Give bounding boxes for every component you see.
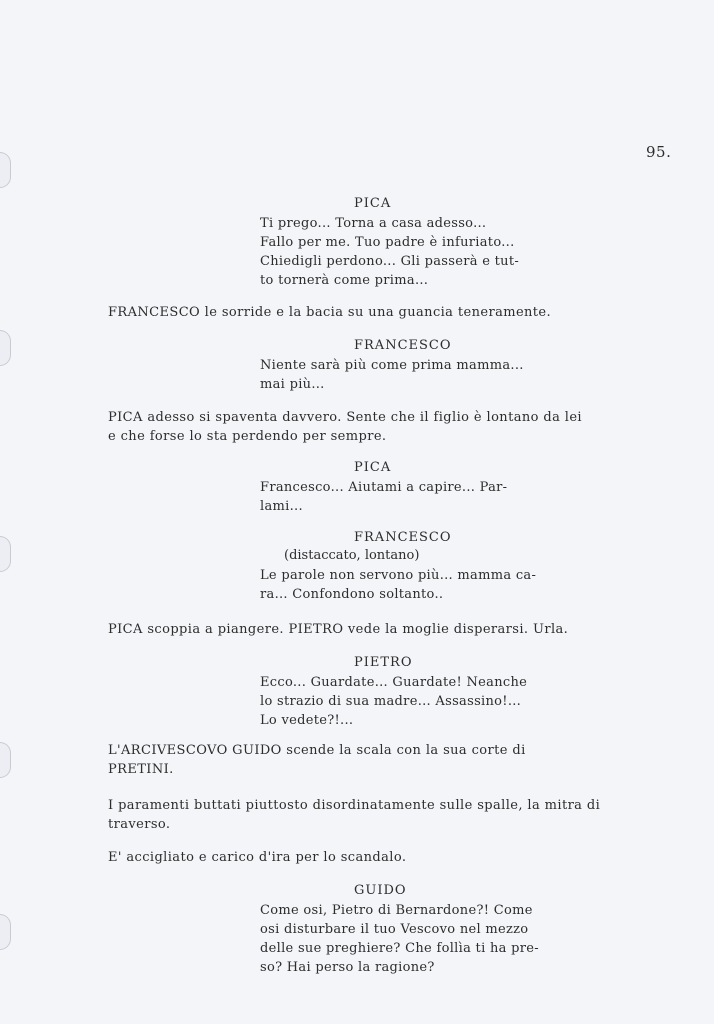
dialogue-line: lami... <box>260 499 303 514</box>
dialogue-line: Ecco... Guardate... Guardate! Neanche <box>260 675 528 690</box>
character-name: PIETRO <box>354 655 413 670</box>
dialogue <box>260 673 527 730</box>
binder-hole <box>0 742 11 778</box>
action-line: FRANCESCO le sorride e la bacia su una guancia teneramente. <box>108 305 552 320</box>
action-text <box>108 303 551 322</box>
character-name: PICA <box>354 460 392 475</box>
action-text <box>108 741 526 779</box>
dialogue <box>260 566 536 604</box>
dialogue-line: ra... Confondono soltanto.. <box>260 587 444 602</box>
page-number: 95. <box>646 143 672 161</box>
dialogue-line: Le parole non servono più... mamma ca- <box>260 568 537 583</box>
binder-hole <box>0 330 11 366</box>
character-name: GUIDO <box>354 883 407 898</box>
binder-hole <box>0 914 11 950</box>
action-line: I paramenti buttati piuttosto disordinatamente sulle spalle, la mitra di <box>108 798 601 813</box>
character-name: FRANCESCO <box>354 530 452 545</box>
parenthetical: (distaccato, lontano) <box>284 548 420 563</box>
dialogue-line: Ti prego... Torna a casa adesso... <box>260 216 487 231</box>
dialogue-line: Lo vedete?!... <box>260 713 354 728</box>
dialogue-line: Niente sarà più come prima mamma... <box>260 358 524 373</box>
action-line: PRETINI. <box>108 762 174 777</box>
dialogue-line: Francesco... Aiutami a capire... Par- <box>260 480 508 495</box>
action-line: PICA adesso si spaventa davvero. Sente che il figlio è lontano da lei <box>108 410 582 425</box>
dialogue-line: lo strazio di sua madre... Assassino!... <box>260 694 522 709</box>
action-line: PICA scoppia a piangere. PIETRO vede la moglie disperarsi. Urla. <box>108 622 569 637</box>
action-text <box>108 620 568 639</box>
dialogue-line: Chiedigli perdono... Gli passerà e tut- <box>260 254 520 269</box>
dialogue-line: so? Hai perso la ragione? <box>260 960 435 975</box>
action-text <box>108 848 406 867</box>
character-name: FRANCESCO <box>354 338 452 353</box>
action-line: E' accigliato e carico d'ira per lo scandalo. <box>108 850 407 865</box>
action-line: traverso. <box>108 817 171 832</box>
dialogue-line: Fallo per me. Tuo padre è infuriato... <box>260 235 515 250</box>
binder-hole <box>0 152 11 188</box>
action-line: e che forse lo sta perdendo per sempre. <box>108 429 387 444</box>
dialogue-line: delle sue preghiere? Che follìa ti ha pre- <box>260 941 539 956</box>
dialogue <box>260 356 524 394</box>
dialogue-line: to tornerà come prima... <box>260 273 429 288</box>
action-line: L'ARCIVESCOVO GUIDO scende la scala con la sua corte di <box>108 743 526 758</box>
dialogue-line: Come osi, Pietro di Bernardone?! Come <box>260 903 533 918</box>
dialogue <box>260 214 519 290</box>
binder-hole <box>0 536 11 572</box>
action-text <box>108 408 582 446</box>
dialogue <box>260 478 507 516</box>
dialogue-line: osi disturbare il tuo Vescovo nel mezzo <box>260 922 529 937</box>
character-name: PICA <box>354 196 392 211</box>
dialogue-line: mai più... <box>260 377 325 392</box>
action-text <box>108 796 600 834</box>
dialogue <box>260 901 539 977</box>
